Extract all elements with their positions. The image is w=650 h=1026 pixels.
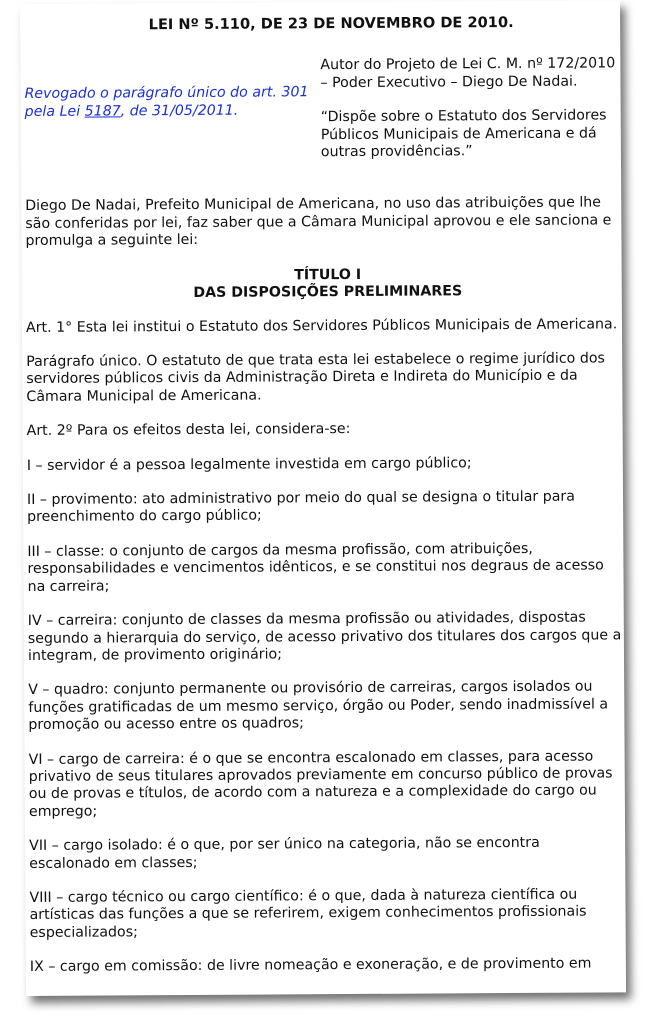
ementa-text: “Dispõe sobre o Estatuto dos Servidores Públicos Municipais de Americana e dá outras providências.” bbox=[320, 107, 607, 161]
item-ii: II – provimento: ato administrativo por meio do qual se designa o titular para preenchimento do cargo público; bbox=[26, 488, 575, 526]
header-block bbox=[24, 31, 619, 185]
lei-5187-link[interactable]: 5187 bbox=[84, 103, 121, 120]
item-vi: VI – cargo de carreira: é o que se encontra escalonado em classes, para acesso privativo de seus titulares aprovados previamente em concurso público de provas ou de provas e títulos, de acordo com a natureza e a complexidade do cargo ou emprego; bbox=[28, 748, 613, 820]
law-title: LEI Nº 5.110, DE 23 DE NOVEMBRO DE 2010. bbox=[148, 13, 514, 34]
revocation-text: Revogado o parágrafo único do art. 301 pela Lei bbox=[24, 84, 309, 120]
item-viii: VIII – cargo técnico ou cargo científico: é o que, dada à natureza científica ou artísticas das funções a que se referirem, exigem conhecimentos profissionais especializados; bbox=[29, 886, 587, 941]
article-1: Art. 1° Esta lei institui o Estatuto dos Servidores Públicos Municipais de Americana. bbox=[25, 315, 618, 336]
article-1-sole-paragraph: Parágrafo único. O estatuto de que trata esta lei estabelece o regime jurídico dos servidores públicos civis da Administração Direta e Indireta do Município e da Câmara Municipal de Americana. bbox=[26, 350, 605, 405]
title-number: TÍTULO I bbox=[294, 266, 362, 283]
title-name: DAS DISPOSIÇÕES PRELIMINARES bbox=[193, 282, 463, 301]
item-ix: IX – cargo em comissão: de livre nomeação e exoneração, e de provimento em bbox=[29, 955, 592, 976]
title-heading bbox=[26, 265, 620, 303]
preamble: Diego De Nadai, Prefeito Municipal de Americana, no uso das atribuições que lhe são conferidas por lei, faz saber que a Câmara Municipal aprovou e ele sanciona e promulga a seguinte lei: bbox=[25, 194, 612, 250]
revocation-note bbox=[25, 85, 325, 122]
article-2: Art. 2º Para os efeitos desta lei, considera-se: bbox=[26, 421, 351, 440]
document-content bbox=[24, 0, 624, 976]
item-v: V – quadro: conjunto permanente ou provisório de carreiras, cargos isolados ou funções gratificadas de um mesmo serviço, órgão ou Poder, sendo inadmissível a promoção ou acesso entre os quadros; bbox=[28, 678, 609, 734]
item-iii: III – classe: o conjunto de cargos da mesma profissão, com atribuições, responsabilidades e vencimentos idênticos, e se constitui nos degraus de acesso na carreira; bbox=[27, 540, 604, 595]
revocation-date: , de 31/05/2011. bbox=[120, 102, 239, 120]
document-page bbox=[20, 0, 626, 996]
author-text: Autor do Projeto de Lei C. M. nº 172/2010 – Poder Executivo – Diego De Nadai. bbox=[320, 55, 616, 91]
author-block bbox=[320, 56, 626, 162]
item-iv: IV – carreira: conjunto de classes da mesma profissão ou atividades, dispostas segundo a hierarquia do serviço, de acesso privativo dos titulares dos cargos que a integram, de provimento originário; bbox=[27, 609, 622, 664]
item-vii: VII – cargo isolado: é o que, por ser único na categoria, não se encontra escalonado em classes; bbox=[29, 834, 540, 872]
item-i: I – servidor é a pessoa legalmente investida em cargo público; bbox=[26, 454, 472, 474]
